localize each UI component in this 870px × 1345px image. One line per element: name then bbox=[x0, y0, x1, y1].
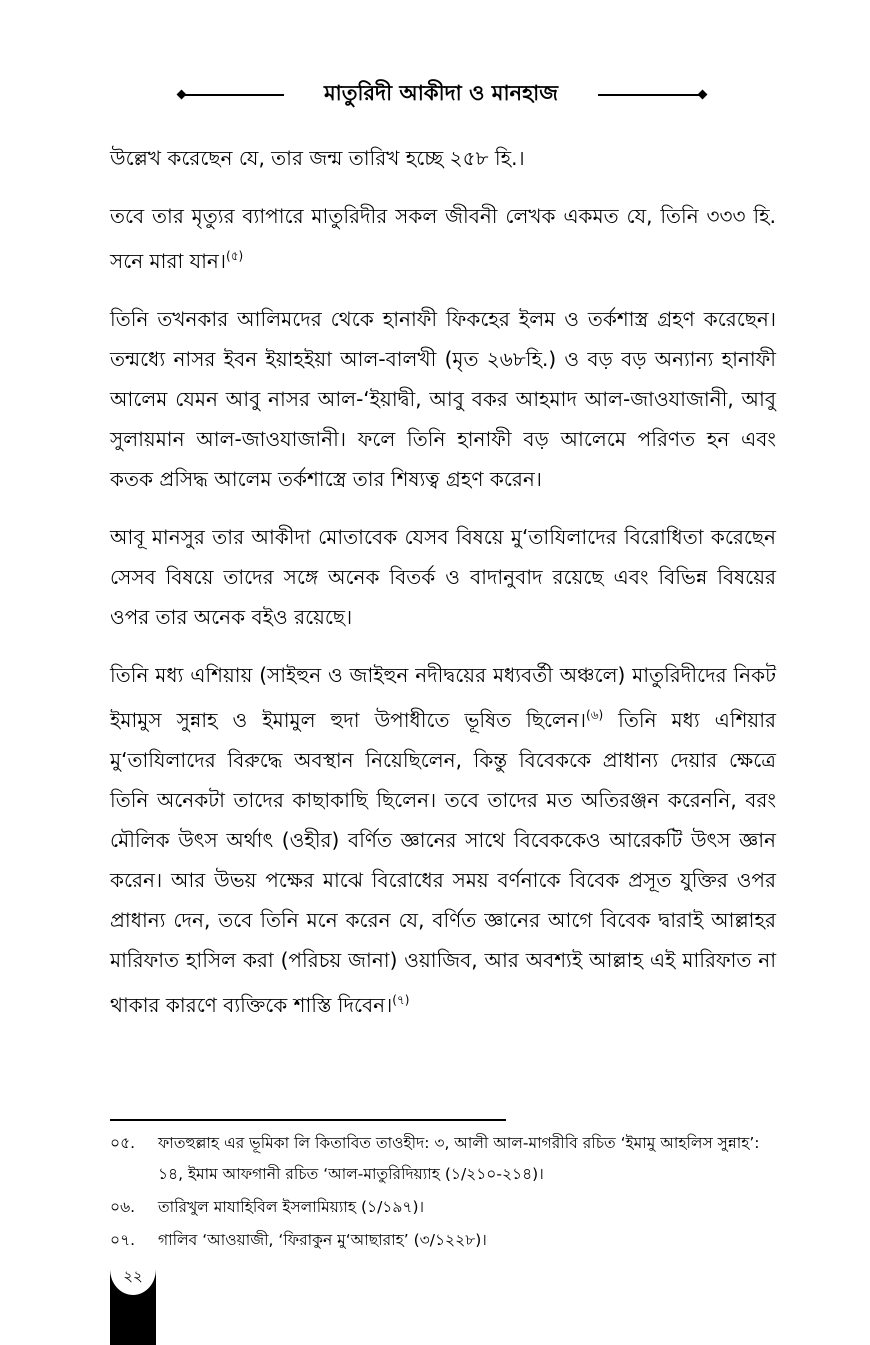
paragraph-5-text-a: তিনি মধ্য এশিয়ায় (সাইহুন ও জাইহুন নদীদ্বয়ের মধ্যবর্তী অঞ্চলে) মাতুরিদীদের নিকট ইমামুস সুন্নাহ ও ইমামুল হুদা উপাধীতে ভূষিত ছিলেন। bbox=[110, 663, 776, 732]
footnote-text: ফাতহুল্লাহ এর ভূমিকা লি কিতাবিত তাওহীদ: ৩, আলী আল-মাগরীবি রচিত ‘ইমামু আহলিস সুন্নাহ’: ১৪, ইমাম আফগানী রচিত ‘আল-মাতুরিদিয়্যাহ (১/২১০-২১৪)। bbox=[158, 1134, 760, 1183]
footnote-number: ০৬. bbox=[110, 1198, 136, 1216]
body-text bbox=[110, 138, 776, 1043]
page-number: ২২ bbox=[123, 1267, 143, 1285]
paragraph-5-text-b: তিনি মধ্য এশিয়ার মু‘তাযিলাদের বিরুদ্ধে অবস্থান নিয়েছিলেন, কিন্তু বিবেককে প্রাধান্য দেয়ার ক্ষেত্রে তিনি অনেকটা তাদের কাছাকাছি ছিলেন। তবে তাদের মত অতিরঞ্জন করেননি, বরং মৌলিক উৎস অর্থাৎ (ওহীর) বর্ণিত জ্ঞানের সাথে বিবেককেও আরেকটি উৎস জ্ঞান করেন। আর উভয় পক্ষের মাঝে বিরোধের সময় বর্ণনাকে বিবেক প্রসূত যুক্তির ওপর প্রাধান্য দেন, তবে তিনি মনে করেন যে, বর্ণিত জ্ঞানের আগে বিবেক দ্বারাই আল্লাহর মারিফাত হাসিল করা (পরিচয় জানা) ওয়াজিব, আর অবশ্যই আল্লাহ এই মারিফাত না থাকার কারণে ব্যক্তিকে শাস্তি দিবেন। bbox=[110, 708, 776, 1017]
footnote-divider bbox=[110, 1119, 506, 1121]
paragraph-2-text: তবে তার মৃত্যুর ব্যাপারে মাতুরিদীর সকল জীবনী লেখক একমত যে, তিনি ৩৩৩ হি. সনে মারা যান। bbox=[110, 204, 776, 273]
footnotes bbox=[110, 1128, 780, 1258]
footnote-text: তারিখুল মাযাহিবিল ইসলামিয়্যাহ (১/১৯৭)। bbox=[158, 1198, 425, 1216]
footnote-number: ০৭. bbox=[110, 1231, 136, 1249]
footnote-ref-7: (৭) bbox=[392, 993, 410, 1007]
footnote-ref-5: (৫) bbox=[226, 249, 244, 263]
footnote-ref-6: (৬) bbox=[586, 708, 604, 722]
footnote-item bbox=[110, 1225, 780, 1256]
paragraph-1: উল্লেখ করেছেন যে, তার জন্ম তারিখ হচ্ছে ২৫৮ হি.। bbox=[110, 146, 525, 170]
header-rule-right bbox=[598, 94, 704, 96]
footnote-text: গালিব ‘আওয়াজী, ‘ফিরাকুন মু‘আছারাহ’ (৩/১২২৮)। bbox=[158, 1231, 487, 1249]
paragraph-4: আবূ মানসুর তার আকীদা মোতাবেক যেসব বিষয়ে মু‘তাযিলাদের বিরোধিতা করেছেন সেসব বিষয়ে তাদের সঙ্গে অনেক বিতর্ক ও বাদানুবাদ রয়েছে এবং বিভিন্ন বিষয়ের ওপর তার অনেক বইও রয়েছে। bbox=[110, 525, 776, 629]
footnote-number: ০৫. bbox=[110, 1134, 136, 1152]
page-number-tab bbox=[110, 1263, 156, 1345]
paragraph-5 bbox=[110, 655, 776, 1025]
running-header bbox=[180, 78, 704, 108]
footnote-item bbox=[110, 1192, 780, 1223]
footnote-item bbox=[110, 1128, 780, 1190]
paragraph-2 bbox=[110, 196, 776, 281]
paragraph-3: তিনি তখনকার আলিমদের থেকে হানাফী ফিকহের ইলম ও তর্কশাস্ত্র গ্রহণ করেছেন। তন্মধ্যে নাসর ইবন ইয়াহইয়া আল-বালখী (মৃত ২৬৮হি.) ও বড় বড় অন্যান্য হানাফী আলেম যেমন আবু নাসর আল-‘ইয়াদ্বী, আবু বকর আহমাদ আল-জাওযাজানী, আবু সুলায়মান আল-জাওযাজানী। ফলে তিনি হানাফী বড় আলেমে পরিণত হন এবং কতক প্রসিদ্ধ আলেম তর্কশাস্ত্রে তার শিষ্যত্ব গ্রহণ করেন। bbox=[110, 307, 776, 491]
header-title: মাতুরিদী আকীদা ও মানহাজ bbox=[323, 80, 558, 105]
header-rule-left bbox=[180, 94, 284, 96]
header-ornament-right bbox=[698, 90, 708, 100]
